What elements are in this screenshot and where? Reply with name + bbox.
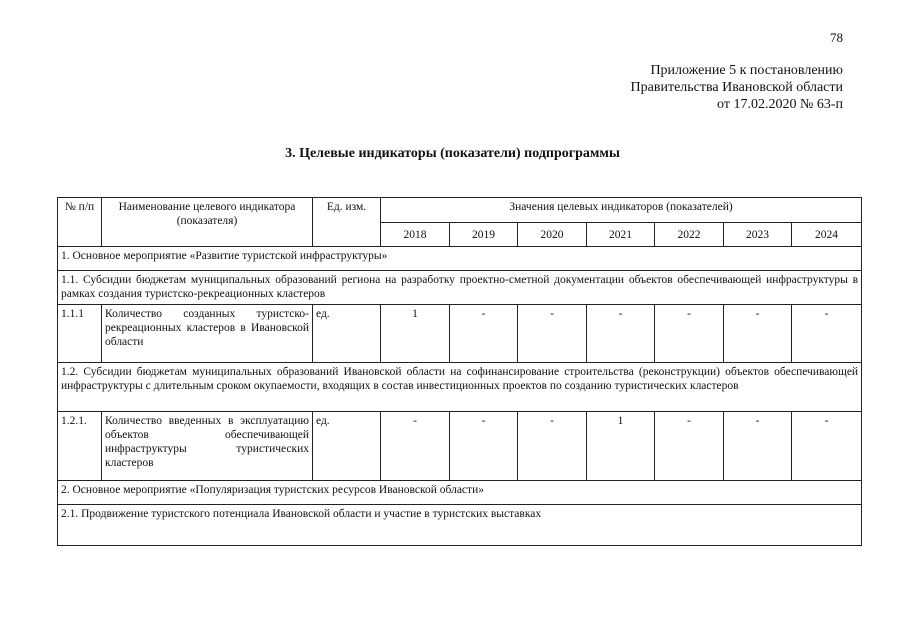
header-values: Значения целевых индикаторов (показателей) <box>381 198 862 223</box>
subsection-text: 1.1. Субсидии бюджетам муниципальных образований региона на разработку проектно-сметной документации объектов обеспечивающей инфраструктуры в рамках создания туристско-рекреационных кластеров <box>58 271 862 305</box>
indicator-value: - <box>724 412 792 481</box>
header-row <box>58 198 862 223</box>
header-year: 2021 <box>587 223 655 247</box>
indicator-value: - <box>381 412 450 481</box>
appendix-line-2: Правительства Ивановской области <box>630 80 843 95</box>
appendix-line-3: от 17.02.2020 № 63-п <box>717 97 843 112</box>
header-unit: Ед. изм. <box>313 198 381 247</box>
header-year: 2018 <box>381 223 450 247</box>
indicator-value: - <box>587 305 655 363</box>
section-text: 1. Основное мероприятие «Развитие туристской инфраструктуры» <box>58 247 862 271</box>
indicator-value: - <box>724 305 792 363</box>
indicator-name: Количество введенных в эксплуатацию объектов обеспечивающей инфраструктуры туристических кластеров <box>102 412 313 481</box>
indicator-value: - <box>450 412 518 481</box>
indicator-unit: ед. <box>313 305 381 363</box>
subsection-row <box>58 271 862 305</box>
header-year: 2022 <box>655 223 724 247</box>
indicator-value: - <box>655 305 724 363</box>
appendix-line-1: Приложение 5 к постановлению <box>650 63 843 78</box>
indicator-value: - <box>792 412 862 481</box>
subsection-text: 2.1. Продвижение туристского потенциала Ивановской области и участие в туристских выставках <box>58 505 862 546</box>
section-text: 2. Основное мероприятие «Популяризация туристских ресурсов Ивановской области» <box>58 481 862 505</box>
appendix-block <box>631 62 843 113</box>
section-title: 3. Целевые индикаторы (показатели) подпрограммы <box>285 146 620 161</box>
indicator-num: 1.2.1. <box>58 412 102 481</box>
section-row <box>58 247 862 271</box>
indicator-name: Количество созданных туристско-рекреационных кластеров в Ивановской области <box>102 305 313 363</box>
subsection-text: 1.2. Субсидии бюджетам муниципальных образований Ивановской области на софинансирование строительства (реконструкции) объектов обеспечивающей инфраструктуры с длительным сроком окупаемости, входящих в состав инвестиционных проектов по созданию туристических кластеров <box>58 363 862 412</box>
page-number: 78 <box>830 30 843 45</box>
indicator-value: - <box>518 305 587 363</box>
subsection-row <box>58 363 862 412</box>
header-year: 2019 <box>450 223 518 247</box>
header-year: 2024 <box>792 223 862 247</box>
section-row <box>58 481 862 505</box>
header-num: № п/п <box>58 198 102 247</box>
header-year: 2023 <box>724 223 792 247</box>
subsection-row <box>58 505 862 546</box>
indicator-row <box>58 412 862 481</box>
indicator-value: 1 <box>587 412 655 481</box>
indicator-value: - <box>792 305 862 363</box>
indicator-num: 1.1.1 <box>58 305 102 363</box>
header-name: Наименование целевого индикатора (показателя) <box>102 198 313 247</box>
header-year: 2020 <box>518 223 587 247</box>
indicator-value: - <box>450 305 518 363</box>
indicator-value: - <box>655 412 724 481</box>
indicators-table <box>57 197 862 546</box>
indicator-value: 1 <box>381 305 450 363</box>
indicator-row <box>58 305 862 363</box>
indicator-value: - <box>518 412 587 481</box>
indicator-unit: ед. <box>313 412 381 481</box>
